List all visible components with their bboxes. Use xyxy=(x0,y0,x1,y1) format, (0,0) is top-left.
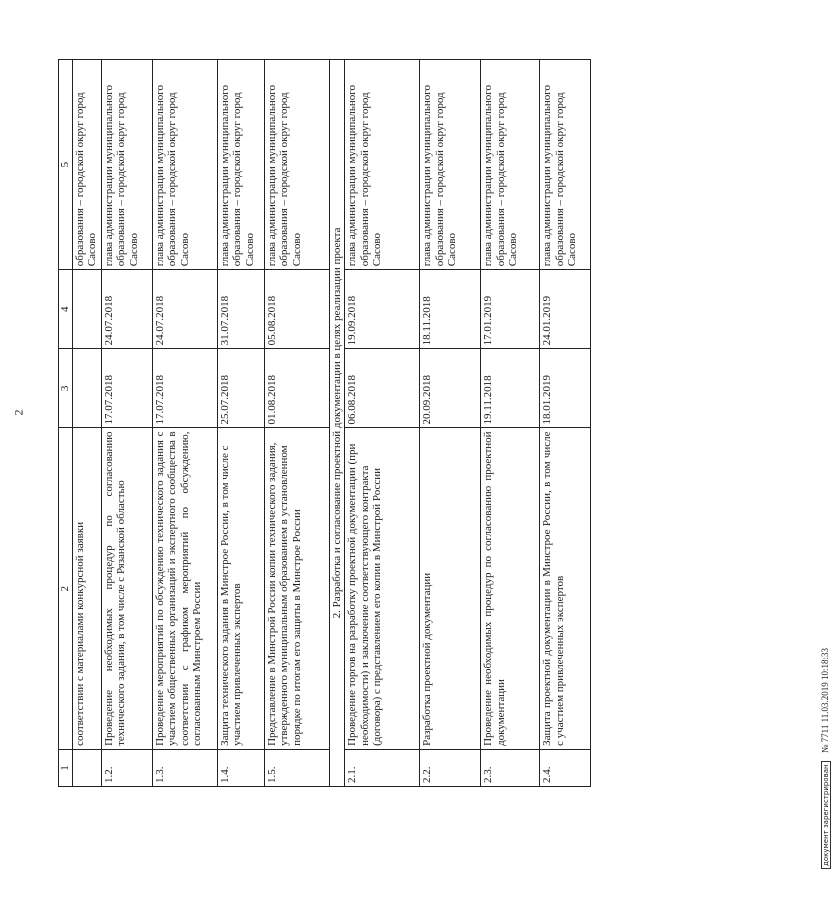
table-row xyxy=(152,60,217,787)
row-number: 2.1. xyxy=(345,749,420,786)
row-start-date: 25.07.2018 xyxy=(217,349,264,428)
row-responsible: глава администрации муниципального образования – городской округ город Сасово xyxy=(264,60,329,270)
table-row xyxy=(217,60,264,787)
registration-stamp: документ зарегистрирован xyxy=(821,761,831,869)
row-start-date: 20.09.2018 xyxy=(420,349,481,428)
plan-table xyxy=(58,59,591,787)
row-end-date: 24.01.2019 xyxy=(540,270,591,349)
row-description: Разработка проектной документации xyxy=(420,428,481,749)
row-description: Проведение мероприятий по обсуждению технического задания с участием общественных организаций и экспертного сообщества в соответствии с графиком мероприятий по обсуждению, согласованным Минстроем России xyxy=(152,428,217,749)
header-col-3: 3 xyxy=(59,349,73,428)
row-responsible: глава администрации муниципального образования – городской округ город Сасово xyxy=(540,60,591,270)
row-description: Защита проектной документации в Минстрое России, в том числе с участием привлеченных экспертов xyxy=(540,428,591,749)
table-row xyxy=(481,60,540,787)
row-start-date: 01.08.2018 xyxy=(264,349,329,428)
row-number: 1.2. xyxy=(101,749,152,786)
row-end-date: 17.01.2019 xyxy=(481,270,540,349)
row-description: Проведение торгов на разработку проектной документации (при необходимости) и заключение соответствующего контракта (договора) с представлением его копии в Минстрой России xyxy=(345,428,420,749)
row-end-date: 19.09.2018 xyxy=(345,270,420,349)
registration-mark xyxy=(820,648,831,869)
section-heading: 2. Разработка и согласование проектной документации в целях реализации проекта xyxy=(329,60,345,787)
row-responsible: глава администрации муниципального образования – городской округ город Сасово xyxy=(152,60,217,270)
row-responsible: глава администрации муниципального образования – городской округ город Сасово xyxy=(345,60,420,270)
header-col-2: 2 xyxy=(59,428,73,749)
header-col-1: 1 xyxy=(59,749,73,786)
row-description: соответствии с материалами конкурсной заявки xyxy=(72,428,101,749)
row-end-date: 31.07.2018 xyxy=(217,270,264,349)
row-end-date xyxy=(72,270,101,349)
row-responsible: глава администрации муниципального образования – городской округ город Сасово xyxy=(101,60,152,270)
registration-number: № 7711 11.03.2019 10:18:33 xyxy=(820,647,830,754)
row-description: Представление в Минстрой России копии технического задания, утвержденного муниципальным образованием в установленном порядке по итогам его защиты в Минстрое России xyxy=(264,428,329,749)
header-row xyxy=(59,60,73,787)
row-responsible: образования – городской округ город Сасово xyxy=(72,60,101,270)
row-number: 2.3. xyxy=(481,749,540,786)
row-number: 1.3. xyxy=(152,749,217,786)
row-start-date: 06.08.2018 xyxy=(345,349,420,428)
row-responsible: глава администрации муниципального образования – городской округ город Сасово xyxy=(481,60,540,270)
table-row xyxy=(345,60,420,787)
row-number xyxy=(72,749,101,786)
row-description: Проведение необходимых процедур по согласованию технического задания, в том числе с Рязанской областью xyxy=(101,428,152,749)
header-col-5: 5 xyxy=(59,60,73,270)
row-start-date: 19.11.2018 xyxy=(481,349,540,428)
table-row xyxy=(420,60,481,787)
row-end-date: 18.11.2018 xyxy=(420,270,481,349)
row-number: 1.4. xyxy=(217,749,264,786)
section-row xyxy=(329,60,345,787)
header-col-4: 4 xyxy=(59,270,73,349)
row-responsible: глава администрации муниципального образования – городской округ город Сасово xyxy=(217,60,264,270)
table-row xyxy=(72,60,101,787)
row-responsible: глава администрации муниципального образования – городской округ город Сасово xyxy=(420,60,481,270)
row-number: 1.5. xyxy=(264,749,329,786)
row-start-date: 17.07.2018 xyxy=(101,349,152,428)
row-number: 2.4. xyxy=(540,749,591,786)
row-end-date: 05.08.2018 xyxy=(264,270,329,349)
row-start-date: 18.01.2019 xyxy=(540,349,591,428)
row-description: Проведение необходимых процедур по согласованию проектной документации xyxy=(481,428,540,749)
page-number: 2 xyxy=(11,409,26,416)
row-start-date: 17.07.2018 xyxy=(152,349,217,428)
row-start-date xyxy=(72,349,101,428)
table-row xyxy=(540,60,591,787)
row-end-date: 24.07.2018 xyxy=(152,270,217,349)
row-number: 2.2. xyxy=(420,749,481,786)
table-row xyxy=(264,60,329,787)
row-description: Защита технического задания в Минстрое России, в том числе с участием привлеченных экспертов xyxy=(217,428,264,749)
table-row xyxy=(101,60,152,787)
row-end-date: 24.07.2018 xyxy=(101,270,152,349)
